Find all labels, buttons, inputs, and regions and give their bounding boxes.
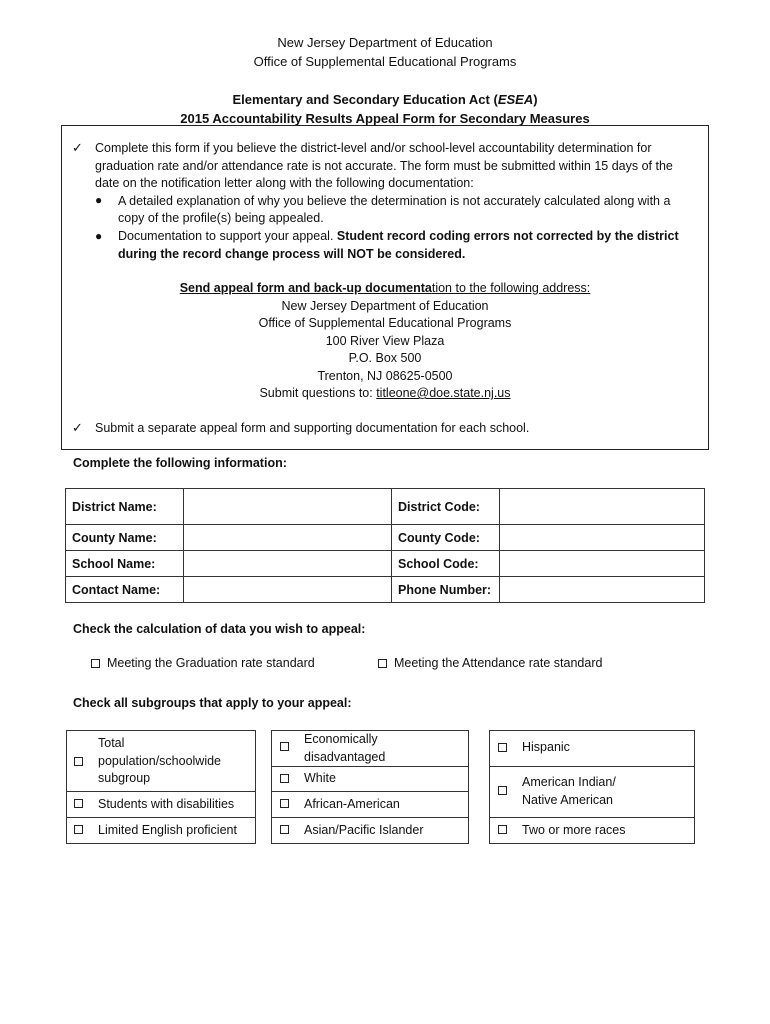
attendance-checkbox[interactable]: [378, 659, 387, 668]
phone-number-field[interactable]: [500, 577, 705, 603]
form-title-line2: 2015 Accountability Results Appeal Form for Secondary Measures: [180, 111, 590, 126]
school-code-field[interactable]: [500, 551, 705, 577]
hispanic-checkbox[interactable]: [498, 743, 507, 752]
bullet-icon: ●: [95, 193, 103, 207]
contact-name-label: Contact Name:: [66, 577, 184, 603]
intro-line-1: Complete this form if you believe the district-level and/or school-level accountability determination for: [95, 141, 652, 155]
two-or-more-label: Two or more races: [522, 822, 626, 837]
district-code-field[interactable]: [500, 489, 705, 525]
african-american-checkbox[interactable]: [280, 799, 289, 808]
american-indian-checkbox[interactable]: [498, 786, 507, 795]
graduation-option: [91, 656, 315, 670]
county-name-field[interactable]: [184, 525, 392, 551]
divider: [271, 766, 469, 767]
lep-label: Limited English proficient: [98, 822, 237, 837]
office-name: Office of Supplemental Educational Programs: [253, 54, 517, 69]
intro-line-2: graduation rate and/or attendance rate is not accurate. The form must be submitted within 15 days of the: [95, 158, 673, 173]
asian-pacific-checkbox[interactable]: [280, 825, 289, 834]
send-bold: Send appeal form and back-up documenta: [179, 281, 432, 295]
checkmark-icon: ✓: [72, 140, 83, 155]
questions-line: [61, 386, 709, 400]
total-population-line3: subgroup: [98, 771, 151, 785]
school-code-label: School Code:: [392, 551, 500, 577]
info-table: [65, 488, 705, 603]
district-code-label: District Code:: [392, 489, 500, 525]
county-code-field[interactable]: [500, 525, 705, 551]
graduation-label: Meeting the Graduation rate standard: [106, 656, 315, 670]
checkmark-icon: ✓: [72, 420, 83, 435]
divider: [489, 817, 695, 818]
phone-number-label: Phone Number:: [392, 577, 500, 603]
total-population-line1: Total: [98, 736, 125, 750]
bullet2-bold-text: Student record coding errors not corrected by the district: [336, 229, 679, 243]
address-line: Trenton, NJ 08625-0500: [317, 368, 453, 383]
form-title-line1: [0, 92, 770, 107]
separate-form-note: Submit a separate appeal form and supporting documentation for each school.: [95, 421, 530, 435]
total-population-checkbox[interactable]: [74, 757, 83, 766]
district-name-field[interactable]: [184, 489, 392, 525]
address-line: New Jersey Department of Education: [281, 298, 489, 313]
divider: [271, 817, 469, 818]
econ-line1: Economically: [304, 732, 378, 746]
address-line: 100 River View Plaza: [325, 333, 445, 348]
calc-heading: Check the calculation of data you wish to appeal:: [73, 622, 366, 636]
send-rest: tion to the following address:: [431, 281, 591, 295]
american-indian-line1: American Indian/: [522, 775, 616, 789]
school-name-label: School Name:: [66, 551, 184, 577]
disabilities-checkbox[interactable]: [74, 799, 83, 808]
questions-label: Submit questions to:: [259, 386, 377, 400]
white-label: White: [304, 771, 336, 785]
intro-line-3: date on the notification letter along with the following documentation:: [95, 176, 474, 190]
info-heading: Complete the following information:: [73, 456, 287, 470]
two-or-more-checkbox[interactable]: [498, 825, 507, 834]
school-name-field[interactable]: [184, 551, 392, 577]
hispanic-label: Hispanic: [522, 740, 570, 754]
disabilities-label: Students with disabilities: [98, 796, 235, 811]
econ-disadvantaged-checkbox[interactable]: [280, 742, 289, 751]
contact-name-field[interactable]: [184, 577, 392, 603]
attendance-label: Meeting the Attendance rate standard: [393, 656, 603, 670]
department-name: New Jersey Department of Education: [277, 35, 493, 50]
county-code-label: County Code:: [392, 525, 500, 551]
title-act: Elementary and Secondary Education Act (: [232, 92, 498, 107]
subgroups-heading: Check all subgroups that apply to your appeal:: [73, 696, 352, 710]
county-name-label: County Name:: [66, 525, 184, 551]
bullet-icon: ●: [95, 229, 103, 243]
divider: [271, 791, 469, 792]
district-name-label: District Name:: [66, 489, 184, 525]
divider: [489, 766, 695, 767]
asian-pacific-label: Asian/Pacific Islander: [304, 822, 424, 837]
lep-checkbox[interactable]: [74, 825, 83, 834]
attendance-option: [378, 656, 602, 670]
bullet1-line-1: A detailed explanation of why you believe the determination is not accurately calculated along with a: [118, 193, 671, 208]
address-line: Office of Supplemental Educational Programs: [258, 316, 512, 330]
white-checkbox[interactable]: [280, 774, 289, 783]
send-instruction: [61, 281, 709, 295]
bullet2-text: Documentation to support your appeal.: [118, 229, 337, 243]
divider: [66, 817, 256, 818]
bullet1-line-2: copy of the profile(s) being appealed.: [118, 211, 324, 225]
title-esea: ESEA: [497, 92, 534, 107]
bullet2-line-1: [118, 228, 679, 245]
title-paren: ): [533, 92, 538, 107]
bullet2-line-2: during the record change process will NOT be considered.: [118, 246, 466, 261]
american-indian-line2: Native American: [522, 792, 614, 807]
african-american-label: African-American: [304, 796, 400, 811]
econ-line2: disadvantaged: [304, 749, 386, 764]
address-line: P.O. Box 500: [348, 351, 422, 365]
divider: [66, 791, 256, 792]
graduation-checkbox[interactable]: [91, 659, 100, 668]
contact-email-link[interactable]: titleone@doe.state.nj.us: [376, 386, 511, 400]
total-population-line2: population/schoolwide: [98, 753, 222, 768]
